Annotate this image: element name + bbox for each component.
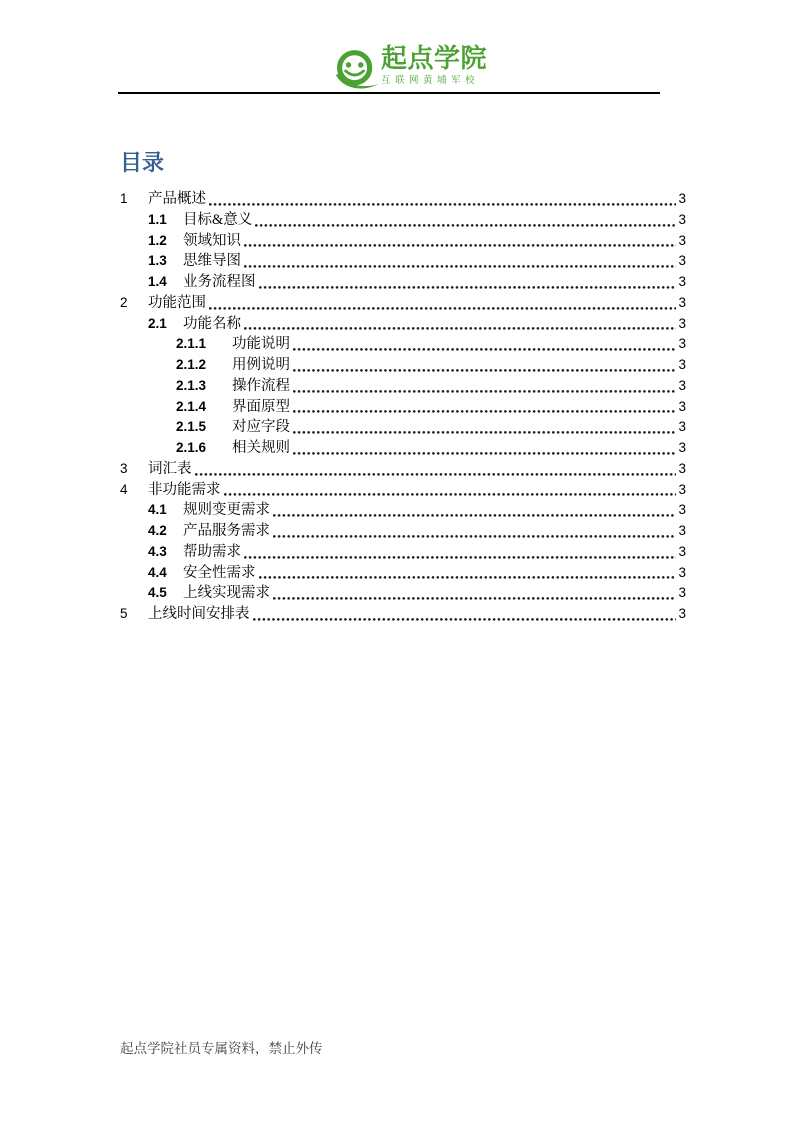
toc-entry[interactable]: [120, 189, 686, 210]
toc-leader-dots: [209, 203, 676, 206]
toc-entry-label: 上线实现需求: [183, 585, 270, 602]
toc-entry-number: 3: [120, 460, 128, 476]
toc-leader-dots: [293, 452, 676, 455]
toc-entry[interactable]: [120, 272, 686, 293]
toc-leader-dots: [253, 618, 677, 621]
toc-entry-label: 规则变更需求: [183, 502, 270, 519]
toc-entry-page-number: 3: [678, 294, 686, 310]
toc-entry-label: 目标&意义: [183, 211, 253, 228]
toc-entry[interactable]: [120, 293, 686, 314]
toc-entry-label: 业务流程图: [183, 274, 256, 290]
toc-leader-dots: [195, 473, 677, 476]
toc-entry-page-number: 3: [678, 274, 686, 289]
toc-leader-dots: [209, 307, 676, 310]
toc-entry[interactable]: [120, 500, 686, 521]
toc-entry-page-number: 3: [678, 419, 686, 435]
toc-entry-number: 2: [120, 294, 128, 310]
toc-leader-dots: [259, 576, 677, 579]
toc-entry-number: 2.1.2: [176, 357, 207, 372]
toc-entry-number: 2.1.1: [176, 336, 207, 352]
toc-entry-page-number: 3: [678, 502, 686, 518]
toc-entry-page-number: 3: [678, 523, 686, 538]
toc-leader-dots: [244, 265, 676, 268]
toc-entry[interactable]: [120, 604, 686, 625]
toc-entry-page-number: 3: [678, 336, 686, 352]
toc-leader-dots: [273, 535, 676, 538]
toc-leader-dots: [273, 597, 676, 600]
toc-entry-label: 用例说明: [232, 357, 290, 373]
toc-entry-number: 2.1.5: [176, 419, 207, 435]
logo: [333, 44, 487, 98]
toc-entry-number: 4: [120, 481, 128, 497]
toc-leader-dots: [273, 514, 676, 517]
toc-entry[interactable]: [120, 334, 686, 355]
toc-entry-label: 对应字段: [232, 419, 290, 436]
toc-entry-page-number: 3: [678, 357, 686, 372]
qidian-smiley-q-icon: [333, 44, 380, 98]
toc-leader-dots: [293, 390, 676, 393]
toc-leader-dots: [293, 369, 676, 372]
toc-entry-label: 领域知识: [183, 232, 241, 249]
toc-entry[interactable]: [120, 438, 686, 459]
toc-entry-page-number: 3: [678, 253, 686, 269]
toc-entry-number: 2.1.6: [176, 440, 207, 455]
toc-entry-page-number: 3: [678, 232, 686, 248]
table-of-contents: [120, 149, 686, 625]
toc-entry[interactable]: [120, 417, 686, 438]
toc-entry[interactable]: [120, 480, 686, 501]
toc-entry-label: 非功能需求: [148, 481, 221, 498]
toc-entry-page-number: 3: [678, 398, 686, 414]
toc-entry-number: 5: [120, 606, 128, 621]
toc-entry[interactable]: [120, 355, 686, 376]
toc-leader-dots: [259, 286, 677, 289]
toc-entry-number: 4.3: [148, 543, 167, 559]
toc-entry-page-number: 3: [678, 481, 686, 497]
logo-subtitle: 互联网黄埔军校: [381, 75, 480, 86]
toc-entry-label: 产品服务需求: [183, 523, 270, 539]
toc-entry-number: 4.1: [148, 502, 167, 518]
toc-entry-page-number: 3: [678, 460, 686, 476]
toc-entry-label: 功能名称: [183, 315, 241, 332]
toc-entry-label: 相关规则: [232, 440, 290, 456]
toc-entry-label: 界面原型: [232, 398, 290, 415]
logo-text: [381, 44, 487, 87]
toc-entry[interactable]: [120, 231, 686, 252]
toc-entry-page-number: 3: [678, 377, 686, 393]
toc-entry-label: 思维导图: [183, 253, 241, 270]
toc-entry[interactable]: [120, 459, 686, 480]
toc-entry-number: 4.2: [148, 523, 167, 538]
toc-entry-number: 4.4: [148, 564, 167, 580]
toc-leader-dots: [224, 493, 677, 496]
toc-leader-dots: [255, 224, 676, 227]
toc-entry-page-number: 3: [678, 606, 686, 621]
toc-entry-page-number: 3: [678, 543, 686, 559]
toc-entry-label: 功能范围: [148, 294, 206, 311]
toc-entry-number: 2.1: [148, 315, 167, 331]
toc-leader-dots: [293, 348, 676, 351]
toc-entry-number: 1.4: [148, 274, 167, 289]
toc-entry-number: 2.1.4: [176, 398, 207, 414]
toc-entry-label: 操作流程: [232, 377, 290, 394]
logo-name: 起点学院: [381, 44, 488, 74]
toc-entry-label: 帮助需求: [183, 543, 241, 560]
toc-entry-page-number: 3: [678, 211, 686, 227]
toc-entry-number: 1.3: [148, 253, 167, 269]
toc-entry-number: 1.2: [148, 232, 167, 248]
toc-entry-page-number: 3: [678, 191, 686, 206]
toc-entry-label: 词汇表: [148, 460, 192, 477]
toc-entry-page-number: 3: [678, 585, 686, 601]
toc-entry-number: 2.1.3: [176, 377, 207, 393]
toc-entry-number: 1: [120, 191, 128, 206]
toc-list: [120, 189, 686, 625]
toc-entry-label: 产品概述: [148, 191, 206, 207]
toc-entry[interactable]: [120, 376, 686, 397]
toc-entry-label: 安全性需求: [183, 564, 256, 581]
toc-leader-dots: [244, 556, 676, 559]
toc-entry[interactable]: [120, 210, 686, 231]
toc-entry[interactable]: [120, 314, 686, 335]
toc-entry[interactable]: [120, 563, 686, 584]
toc-entry-number: 1.1: [148, 211, 167, 227]
toc-title: 目录: [120, 150, 165, 175]
toc-entry-page-number: 3: [678, 564, 686, 580]
toc-entry-label: 上线时间安排表: [148, 606, 250, 622]
footer-note: 起点学院社员专属资料，禁止外传: [120, 1041, 323, 1056]
toc-leader-dots: [293, 410, 676, 413]
toc-entry[interactable]: [120, 583, 686, 604]
toc-entry[interactable]: [120, 521, 686, 542]
toc-entry[interactable]: [120, 251, 686, 272]
toc-entry-number: 4.5: [148, 585, 167, 601]
toc-entry-page-number: 3: [678, 440, 686, 455]
toc-entry[interactable]: [120, 397, 686, 418]
toc-entry-page-number: 3: [678, 315, 686, 331]
toc-leader-dots: [244, 244, 676, 247]
toc-leader-dots: [293, 431, 676, 434]
toc-entry-label: 功能说明: [232, 336, 290, 353]
toc-leader-dots: [244, 327, 676, 330]
toc-entry[interactable]: [120, 542, 686, 563]
